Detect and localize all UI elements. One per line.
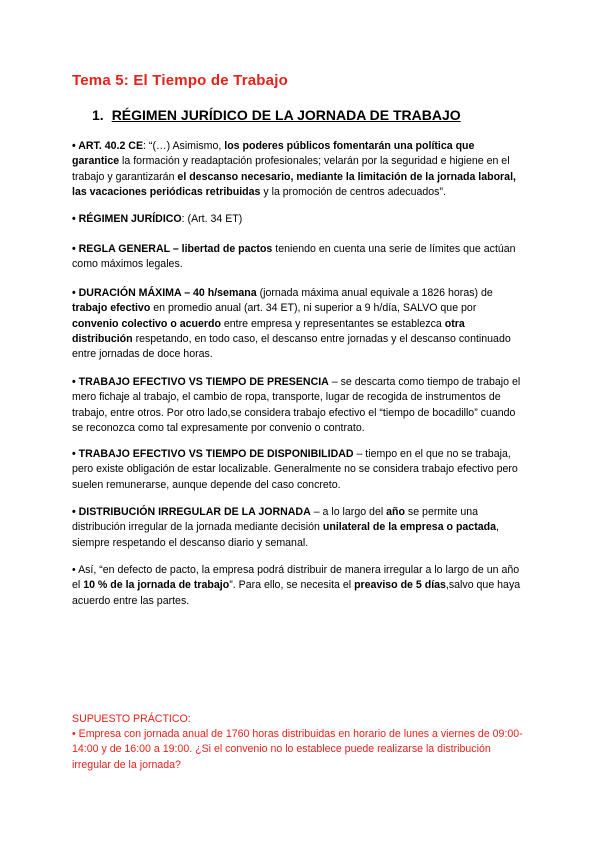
paragraph-distribucion-irregular: • DISTRIBUCIÓN IRREGULAR DE LA JORNADA – a lo largo del año se permite una distribución irregular de la jornada mediante decisión unilateral de la empresa o pactada, siempre respetando el descanso diario y semanal. <box>72 506 499 549</box>
paragraph-art-40-2-ce: • ART. 40.2 CE: “(…) Asimismo, los poderes públicos fomentarán una política que garantice la formación y readaptación profesionales; velarán por la seguridad e higiene en el trabajo y garantizarán el descanso necesario, mediante la limitación de la jornada laboral, las vacaciones periódicas retribuidas y la promoción de centros adecuados”. <box>72 140 516 198</box>
paragraph-tiempo-disponibilidad: • TRABAJO EFECTIVO VS TIEMPO DE DISPONIBILIDAD – tiempo en el que no se trabaja, pero existe obligación de estar localizable. Generalmente no se considera trabajo efectivo pero suelen remunerarse, aunque depende del caso concreto. <box>72 448 518 491</box>
paragraph-tiempo-presencia: • TRABAJO EFECTIVO VS TIEMPO DE PRESENCIA – se descarta como tiempo de trabajo el mero fichaje al trabajo, el cambio de ropa, transporte, lugar de recogida de instrumentos de trabajo, entre otros. Por otro lado,se considera trabajo efectivo el “tiempo de bocadillo” cuando se reconozca como tal expresamente por convenio o contrato. <box>72 376 521 434</box>
supuesto-practico-text: • Empresa con jornada anual de 1760 horas distribuidas en horario de lunes a viernes de 09:00-14:00 y de 16:00 a 19:00. ¿Si el convenio no lo establece puede realizarse la distribución irregular de la jornada? <box>72 728 523 771</box>
section-heading <box>92 107 461 123</box>
paragraph-regimen-juridico: • RÉGIMEN JURÍDICO: (Art. 34 ET) <box>72 213 243 225</box>
document-title: Tema 5: El Tiempo de Trabajo <box>72 72 288 89</box>
section-title: RÉGIMEN JURÍDICO DE LA JORNADA DE TRABAJO <box>111 107 461 123</box>
section-number: 1. <box>92 107 104 123</box>
paragraph-defecto-pacto: • Así, “en defecto de pacto, la empresa podrá distribuir de manera irregular a lo largo de un año el 10 % de la jornada de trabajo”. Para ello, se necesita el preaviso de 5 días,salvo que haya acuerdo entre las partes. <box>72 564 521 607</box>
paragraph-regla-general: • REGLA GENERAL – libertad de pactos teniendo en cuenta una serie de límites que actúan como máximos legales. <box>72 243 516 271</box>
paragraph-duracion-maxima: • DURACIÓN MÁXIMA – 40 h/semana (jornada máxima anual equivale a 1826 horas) de trabajo efectivo en promedio anual (art. 34 ET), ni superior a 9 h/día, SALVO que por convenio colectivo o acuerdo entre empresa y representantes se establezca otra distribución respetando, en todo caso, el descanso entre jornadas y el descanso continuado entre jornadas de doce horas. <box>72 287 511 361</box>
supuesto-practico-heading: SUPUESTO PRÁCTICO: <box>72 713 191 725</box>
